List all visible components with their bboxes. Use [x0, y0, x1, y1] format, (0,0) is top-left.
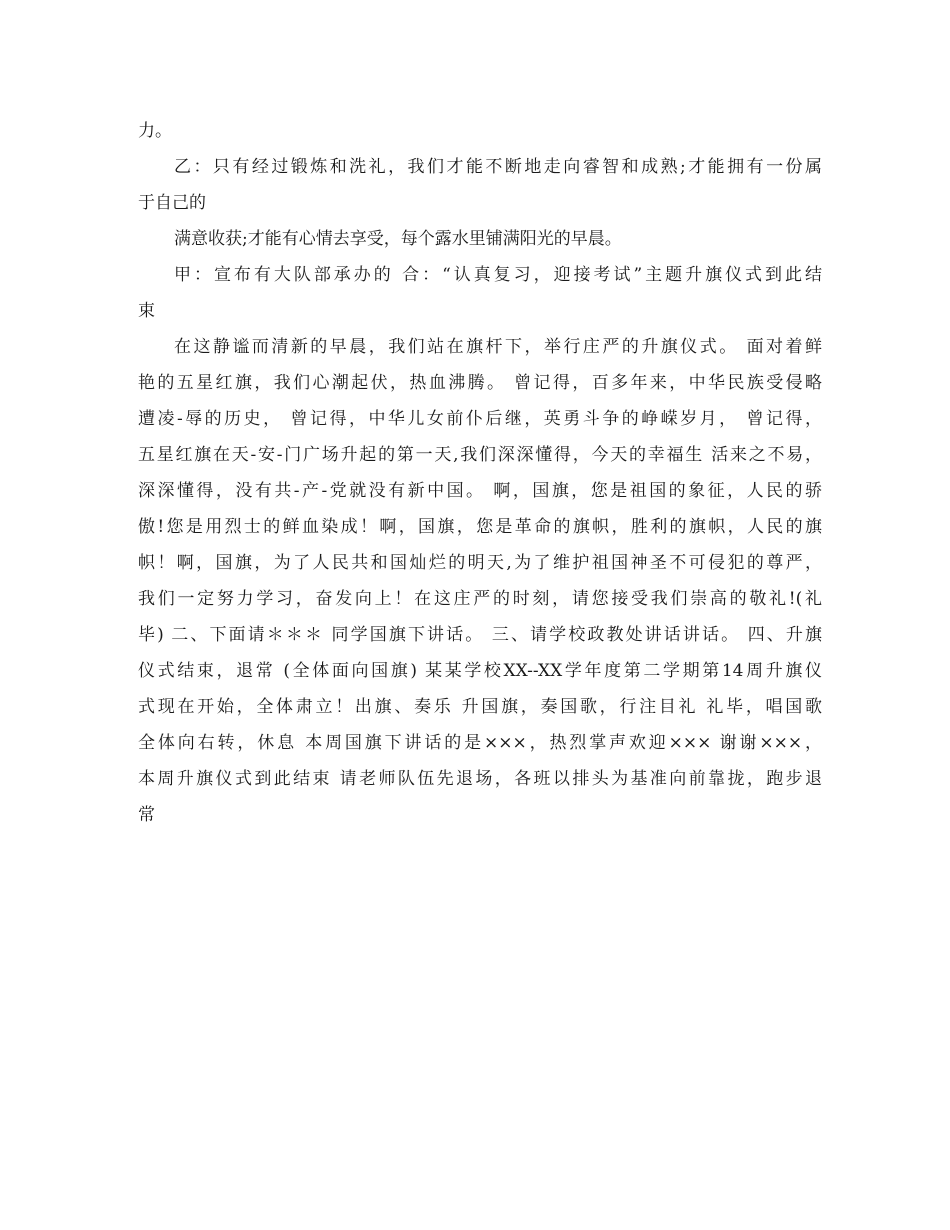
text-line-7: 在这静谧而清新的早晨，我们站在旗杆下，举行庄严的升旗仪式。 面对着鲜 — [174, 337, 822, 357]
text-line-12: 傲!您是用烈士的鲜血染成！啊，国旗，您是革命的旗帜，胜利的旗帜，人民的旗 — [138, 517, 822, 537]
text-line-9: 遭凌-辱的历史， 曾记得，中华儿女前仆后继，英勇斗争的峥嵘岁月， 曾记得， — [138, 409, 822, 429]
text-line-1: 力。 — [138, 121, 172, 141]
text-line-11: 深深懂得，没有共-产-党就没有新中国。 啊，国旗，您是祖国的象征，人民的骄 — [138, 481, 822, 501]
text-line-4: 满意收获;才能有心情去享受，每个露水里铺满阳光的早晨。 — [174, 229, 622, 249]
text-line-6: 束 — [138, 301, 155, 321]
text-line-16: 仪式结束，退常 (全体面向国旗) 某某学校XX--XX学年度第二学期第14周升旗仪 — [138, 661, 822, 681]
text-line-20: 常 — [138, 805, 155, 825]
text-line-5: 甲：宣布有大队部承办的 合：“认真复习，迎接考试”主题升旗仪式到此结 — [174, 265, 822, 285]
text-line-13: 帜！啊，国旗，为了人民共和国灿烂的明天,为了维护祖国神圣不可侵犯的尊严， — [138, 553, 822, 573]
text-line-8: 艳的五星红旗，我们心潮起伏，热血沸腾。 曾记得，百多年来，中华民族受侵略 — [138, 373, 822, 393]
text-line-2: 乙：只有经过锻炼和洗礼，我们才能不断地走向睿智和成熟;才能拥有一份属 — [174, 157, 822, 177]
body-text — [138, 116, 828, 836]
text-line-18: 全体向右转，休息 本周国旗下讲话的是×××，热烈掌声欢迎××× 谢谢×××， — [138, 733, 822, 753]
text-line-14: 我们一定努力学习，奋发向上！在这庄严的时刻，请您接受我们崇高的敬礼!(礼 — [138, 589, 822, 609]
text-line-17: 式现在开始，全体肃立！出旗、奏乐 升国旗，奏国歌，行注目礼 礼毕，唱国歌 — [138, 697, 822, 717]
text-line-10: 五星红旗在天-安-门广场升起的第一天,我们深深懂得，今天的幸福生 活来之不易， — [138, 445, 822, 465]
text-line-3: 于自己的 — [138, 193, 206, 213]
text-line-19: 本周升旗仪式到此结束 请老师队伍先退场，各班以排头为基准向前靠拢，跑步退 — [138, 769, 822, 789]
text-line-15: 毕) 二、下面请＊＊＊ 同学国旗下讲话。 三、请学校政教处讲话讲话。 四、升旗 — [138, 625, 822, 645]
